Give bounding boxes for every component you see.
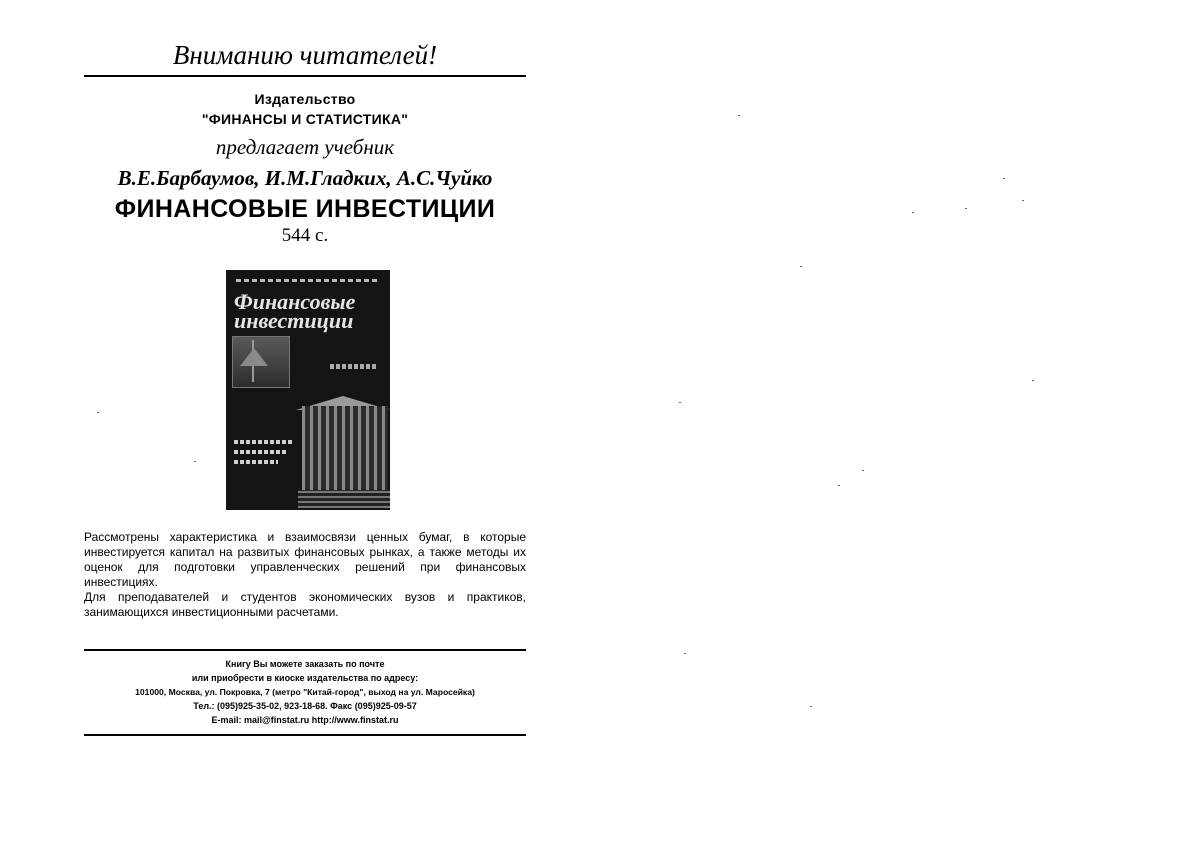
- advertisement-page: [84, 40, 526, 725]
- order-info: [84, 649, 526, 736]
- book-description: [84, 530, 526, 620]
- book-title: ФИНАНСОВЫЕ ИНВЕСТИЦИИ: [114, 195, 496, 223]
- offer-text: предлагает учебник: [215, 135, 395, 159]
- cover-author-2: [234, 450, 288, 454]
- scan-speck: [1032, 380, 1034, 381]
- page-heading: Вниманию читателей!: [84, 40, 526, 77]
- order-address: 101000, Москва, ул. Покровка, 7 (метро "Китай-город", выход на ул. Маросейка): [135, 687, 475, 697]
- scan-speck: [1003, 178, 1005, 179]
- book-cover-image: [226, 270, 390, 510]
- order-phone: Тел.: (095)925-35-02, 923-18-68. Факс (095)925-09-57: [193, 701, 417, 711]
- scan-speck: [738, 115, 740, 116]
- order-line-2: или приобрести в киоске издательства по адресу:: [191, 673, 419, 683]
- cover-publisher-line: [236, 279, 380, 282]
- scan-speck: [679, 402, 681, 403]
- scan-speck: [194, 461, 196, 462]
- scan-speck: [912, 212, 914, 213]
- scan-speck: [800, 266, 802, 267]
- scan-speck: [810, 706, 812, 707]
- description-paragraph: Рассмотрены характеристика и взаимосвязи ценных бумаг, в которые инвестируется капитал на развитых финансовых рынках, а также методы их оценок для подготовки управленческих решений при финансовых инвестициях.: [84, 530, 526, 589]
- cover-author-3: [234, 460, 278, 464]
- scan-speck: [862, 470, 864, 471]
- cover-title: Финансовые инвестиции: [234, 289, 356, 333]
- order-contact: E-mail: mail@finstat.ru http://www.finstat.ru: [211, 715, 399, 725]
- publisher-name: "ФИНАНСЫ И СТАТИСТИКА": [201, 111, 409, 127]
- scan-speck: [965, 208, 967, 209]
- cover-building-base: [298, 490, 390, 508]
- publisher-label: Издательство: [254, 91, 356, 107]
- scan-speck: [838, 485, 840, 486]
- cover-author-1: [234, 440, 292, 444]
- publisher-block: [84, 89, 526, 129]
- order-line-1: Книгу Вы можете заказать по почте: [225, 659, 385, 669]
- page-count: 544 с.: [281, 225, 329, 246]
- book-authors: В.Е.Барбаумов, И.М.Гладких, А.С.Чуйко: [117, 166, 493, 190]
- scan-speck: [684, 653, 686, 654]
- cover-subtitle-mark: [330, 364, 378, 369]
- scan-speck: [97, 412, 99, 413]
- scan-speck: [1022, 200, 1024, 201]
- description-paragraph: Для преподавателей и студентов экономических вузов и практиков, занимающихся инвестиционными расчетами.: [84, 590, 526, 619]
